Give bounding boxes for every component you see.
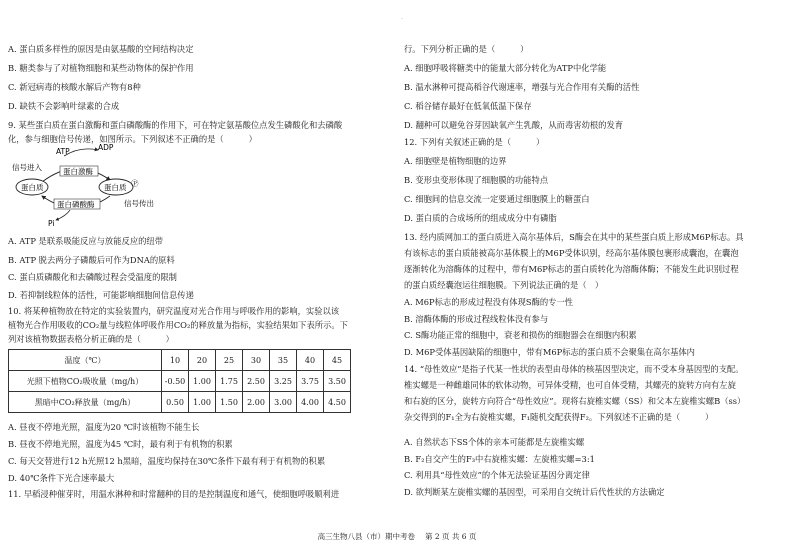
pi-arrow (56, 210, 70, 220)
kinase-label: 蛋白激酶 (63, 167, 93, 176)
table-cell: 3.25 (270, 371, 297, 392)
q13-stem-line-1: 13. 经内质网加工的蛋白质进入高尔基体后，S酶会在其中的某些蛋白质上形成M6P标志。具 (404, 232, 744, 242)
q14-option-c: C. 利用具“母性效应”的个体无法验证基因分离定律 (404, 470, 590, 480)
table-header-cell: 温度（℃） (9, 350, 162, 371)
table-cell: 1.50 (216, 392, 243, 413)
q8-option-a: A. 蛋白质多样性的原因是由氨基酸的空间结构决定 (8, 44, 194, 54)
table-cell: 4.00 (297, 392, 324, 413)
q10-stem-line-3: 列对该植物数据表格分析正确的是（ ） (8, 334, 174, 344)
table-cell: 2.00 (243, 392, 270, 413)
q14-option-b: B. F₂自交产生的F₃中右旋椎实螺：左旋椎实螺=3:1 (404, 454, 595, 464)
q8-option-d: D. 缺铁不会影响叶绿素的合成 (8, 101, 120, 111)
table-row (9, 392, 351, 413)
q11-option-a: A. 细胞呼吸将糖类中的能量大部分转化为ATP中化学能 (404, 63, 607, 73)
table-cell: 0.50 (162, 392, 189, 413)
q11-option-b: B. 温水淋种可提高稻谷代谢速率，增强与光合作用有关酶的活性 (404, 82, 640, 92)
q13-option-d: D. M6P受体基因缺陷的细胞中，带有M6P标志的蛋白质不会聚集在高尔基体内 (404, 347, 695, 357)
q9-option-d: D. 若抑制线粒体的活性，可能影响细胞间信息传递 (8, 290, 194, 300)
q12-option-c: C. 细胞间的信息交流一定要通过细胞膜上的糖蛋白 (404, 194, 590, 204)
table-cell: 3.75 (297, 371, 324, 392)
q13-option-c: C. S酶功能正常的细胞中，衰老和损伤的细胞器会在细胞内积累 (404, 330, 637, 340)
page-footer: 高三生物八县（市）期中考卷 第 2 页 共 6 页 (317, 532, 477, 541)
table-header-cell: 10 (162, 350, 189, 371)
q10-option-c: C. 每天交替进行12 h光照12 h黑暗，温度均保持在30℃条件下最有利于有机物的积累 (8, 456, 326, 466)
table-header-cell: 35 (270, 350, 297, 371)
q13-option-a: A. M6P标志的形成过程没有体现S酶的专一性 (404, 297, 574, 307)
phospho-protein-label: 蛋白质 (104, 183, 127, 192)
q9-option-b: B. ATP 脱去两分子磷酸后可作为DNA的原料 (8, 255, 175, 265)
q8-option-b: B. 糖类参与了对植物细胞和某些动物体的保护作用 (8, 63, 194, 73)
q8-option-c: C. 新冠病毒的核酸水解后产物有8种 (8, 82, 141, 92)
table-cell: 3.00 (270, 392, 297, 413)
q14-stem-line-2: 椎实螺是一种雌雄同体的软体动物，可异体受精，也可自体受精，其螺壳的旋转方向有左旋 (404, 380, 736, 390)
q13-stem-line-3: 逐渐转化为溶酶体的过程中，带有M6P标志的蛋白质转化为溶酶体酶；不能发生此识别过程 (404, 264, 739, 274)
q12-option-d: D. 蛋白质的合成场所的组成成分中有磷脂 (404, 213, 557, 223)
table-cell: 2.50 (243, 371, 270, 392)
signal-in-label: 信号进入 (12, 163, 42, 172)
q14-option-d: D. 欲判断某左旋椎实螺的基因型，可采用自交统计后代性状的方法确定 (404, 487, 665, 497)
protein-label: 蛋白质 (21, 183, 44, 192)
adp-label: ADP (98, 143, 114, 152)
pi-label: Pi (48, 219, 55, 228)
q10-stem-line-1: 10. 将某种植物放在特定的实验装置内，研究温度对光合作用与呼吸作用的影响，实验以该 (8, 306, 340, 316)
q12-option-a: A. 细胞壁是植物细胞的边界 (404, 156, 507, 166)
q14-stem-line-1: 14. “母性效应”是指子代某一性状的表型由母体的核基因型决定，而不受本身基因型的支配。 (404, 364, 744, 374)
q10-stem-line-2: 植物光合作用吸收的CO₂量与线粒体呼吸作用CO₂的释放量为指标，实验结果如下表所示。下 (8, 320, 348, 330)
q9-option-a: A. ATP 是联系吸能反应与放能反应的纽带 (8, 236, 164, 246)
table-cell: 4.50 (324, 392, 351, 413)
q12-option-b: B. 变形虫变形体现了细胞膜的功能特点 (404, 175, 549, 185)
table-header-cell: 40 (297, 350, 324, 371)
q10-option-a: A. 昼夜不停地光照，温度为20 ℃时该植物不能生长 (8, 422, 200, 432)
atp-label: ATP (56, 147, 70, 156)
table-header-cell: 25 (216, 350, 243, 371)
q11-option-c: C. 稻谷储存最好在低氧低温下保存 (404, 101, 532, 111)
table-cell: 1.00 (189, 371, 216, 392)
q11-option-d: D. 翻种可以避免谷芽因缺氧产生乳酸，从而毒害幼根的发育 (404, 120, 624, 130)
q14-stem-line-3: 和右旋的区分，旋转方向符合“母性效应”。现将右旋椎实螺（SS）和父本左旋椎实螺B（ss） (404, 396, 746, 406)
q9-stem-line-2: 化，参与细胞信号传递，如图所示。下列叙述不正确的是（ ） (8, 134, 257, 144)
table-header-cell: 45 (324, 350, 351, 371)
table-header-row (9, 350, 351, 371)
signal-out-label: 信号传出 (124, 199, 154, 208)
q14-stem-line-4: 杂交得到的F₁全为右旋椎实螺，F₁随机交配获得F₂。下列叙述不正确的是（ ） (404, 412, 714, 422)
q11-stem-line-1: 11. 早稻浸种催芽时，用温水淋种和时常翻种的目的是控制温度和通气，使细胞呼吸顺利进 (8, 489, 340, 499)
phosphatase-label: 蛋白磷酸酶 (57, 200, 95, 209)
table-cell: 光照下植物CO₂吸收量（mg/h） (9, 371, 162, 392)
q14-option-a: A. 自然状态下SS个体的亲本可能都是左旋椎实螺 (404, 437, 585, 447)
table-header-cell: 20 (189, 350, 216, 371)
table-cell: 黑暗中CO₂释放量（mg/h） (9, 392, 162, 413)
phosphate-mark: Ⓟ (131, 179, 139, 188)
table-cell: 1.75 (216, 371, 243, 392)
table-cell: -0.50 (162, 371, 189, 392)
q13-stem-line-4: 的蛋白质经囊泡运往细胞膜。下列说法正确的是（ ） (404, 280, 604, 290)
q9-option-c: C. 蛋白质磷酸化和去磷酸过程会受温度的限制 (8, 272, 177, 282)
table-header-cell: 30 (243, 350, 270, 371)
q13-option-b: B. 溶酶体酶的形成过程线粒体没有参与 (404, 314, 549, 324)
table-cell: 3.50 (324, 371, 351, 392)
q12-stem: 12. 下列有关叙述正确的是（ ） (404, 137, 545, 147)
header-mark: · (401, 16, 403, 23)
table-cell: 1.00 (189, 392, 216, 413)
q9-stem-line-1: 9. 某些蛋白质在蛋白激酶和蛋白磷酸酶的作用下，可在特定氨基酸位点发生磷酸化和去磷酸 (8, 120, 343, 130)
q10-option-d: D. 40℃条件下光合速率最大 (8, 473, 115, 483)
table-row (9, 371, 351, 392)
q13-stem-line-2: 有该标志的蛋白质能被高尔基体膜上的M6P受体识别，经高尔基体膜包裹形成囊泡，在囊泡 (404, 248, 739, 258)
q10-option-b: B. 昼夜不停地光照，温度为45 ℃时，最有利于有机物的积累 (8, 439, 233, 449)
q11-stem-line-2: 行。下列分析正确的是（ ） (404, 44, 529, 54)
phosphorylation-diagram (12, 142, 154, 228)
data-table (8, 349, 351, 413)
